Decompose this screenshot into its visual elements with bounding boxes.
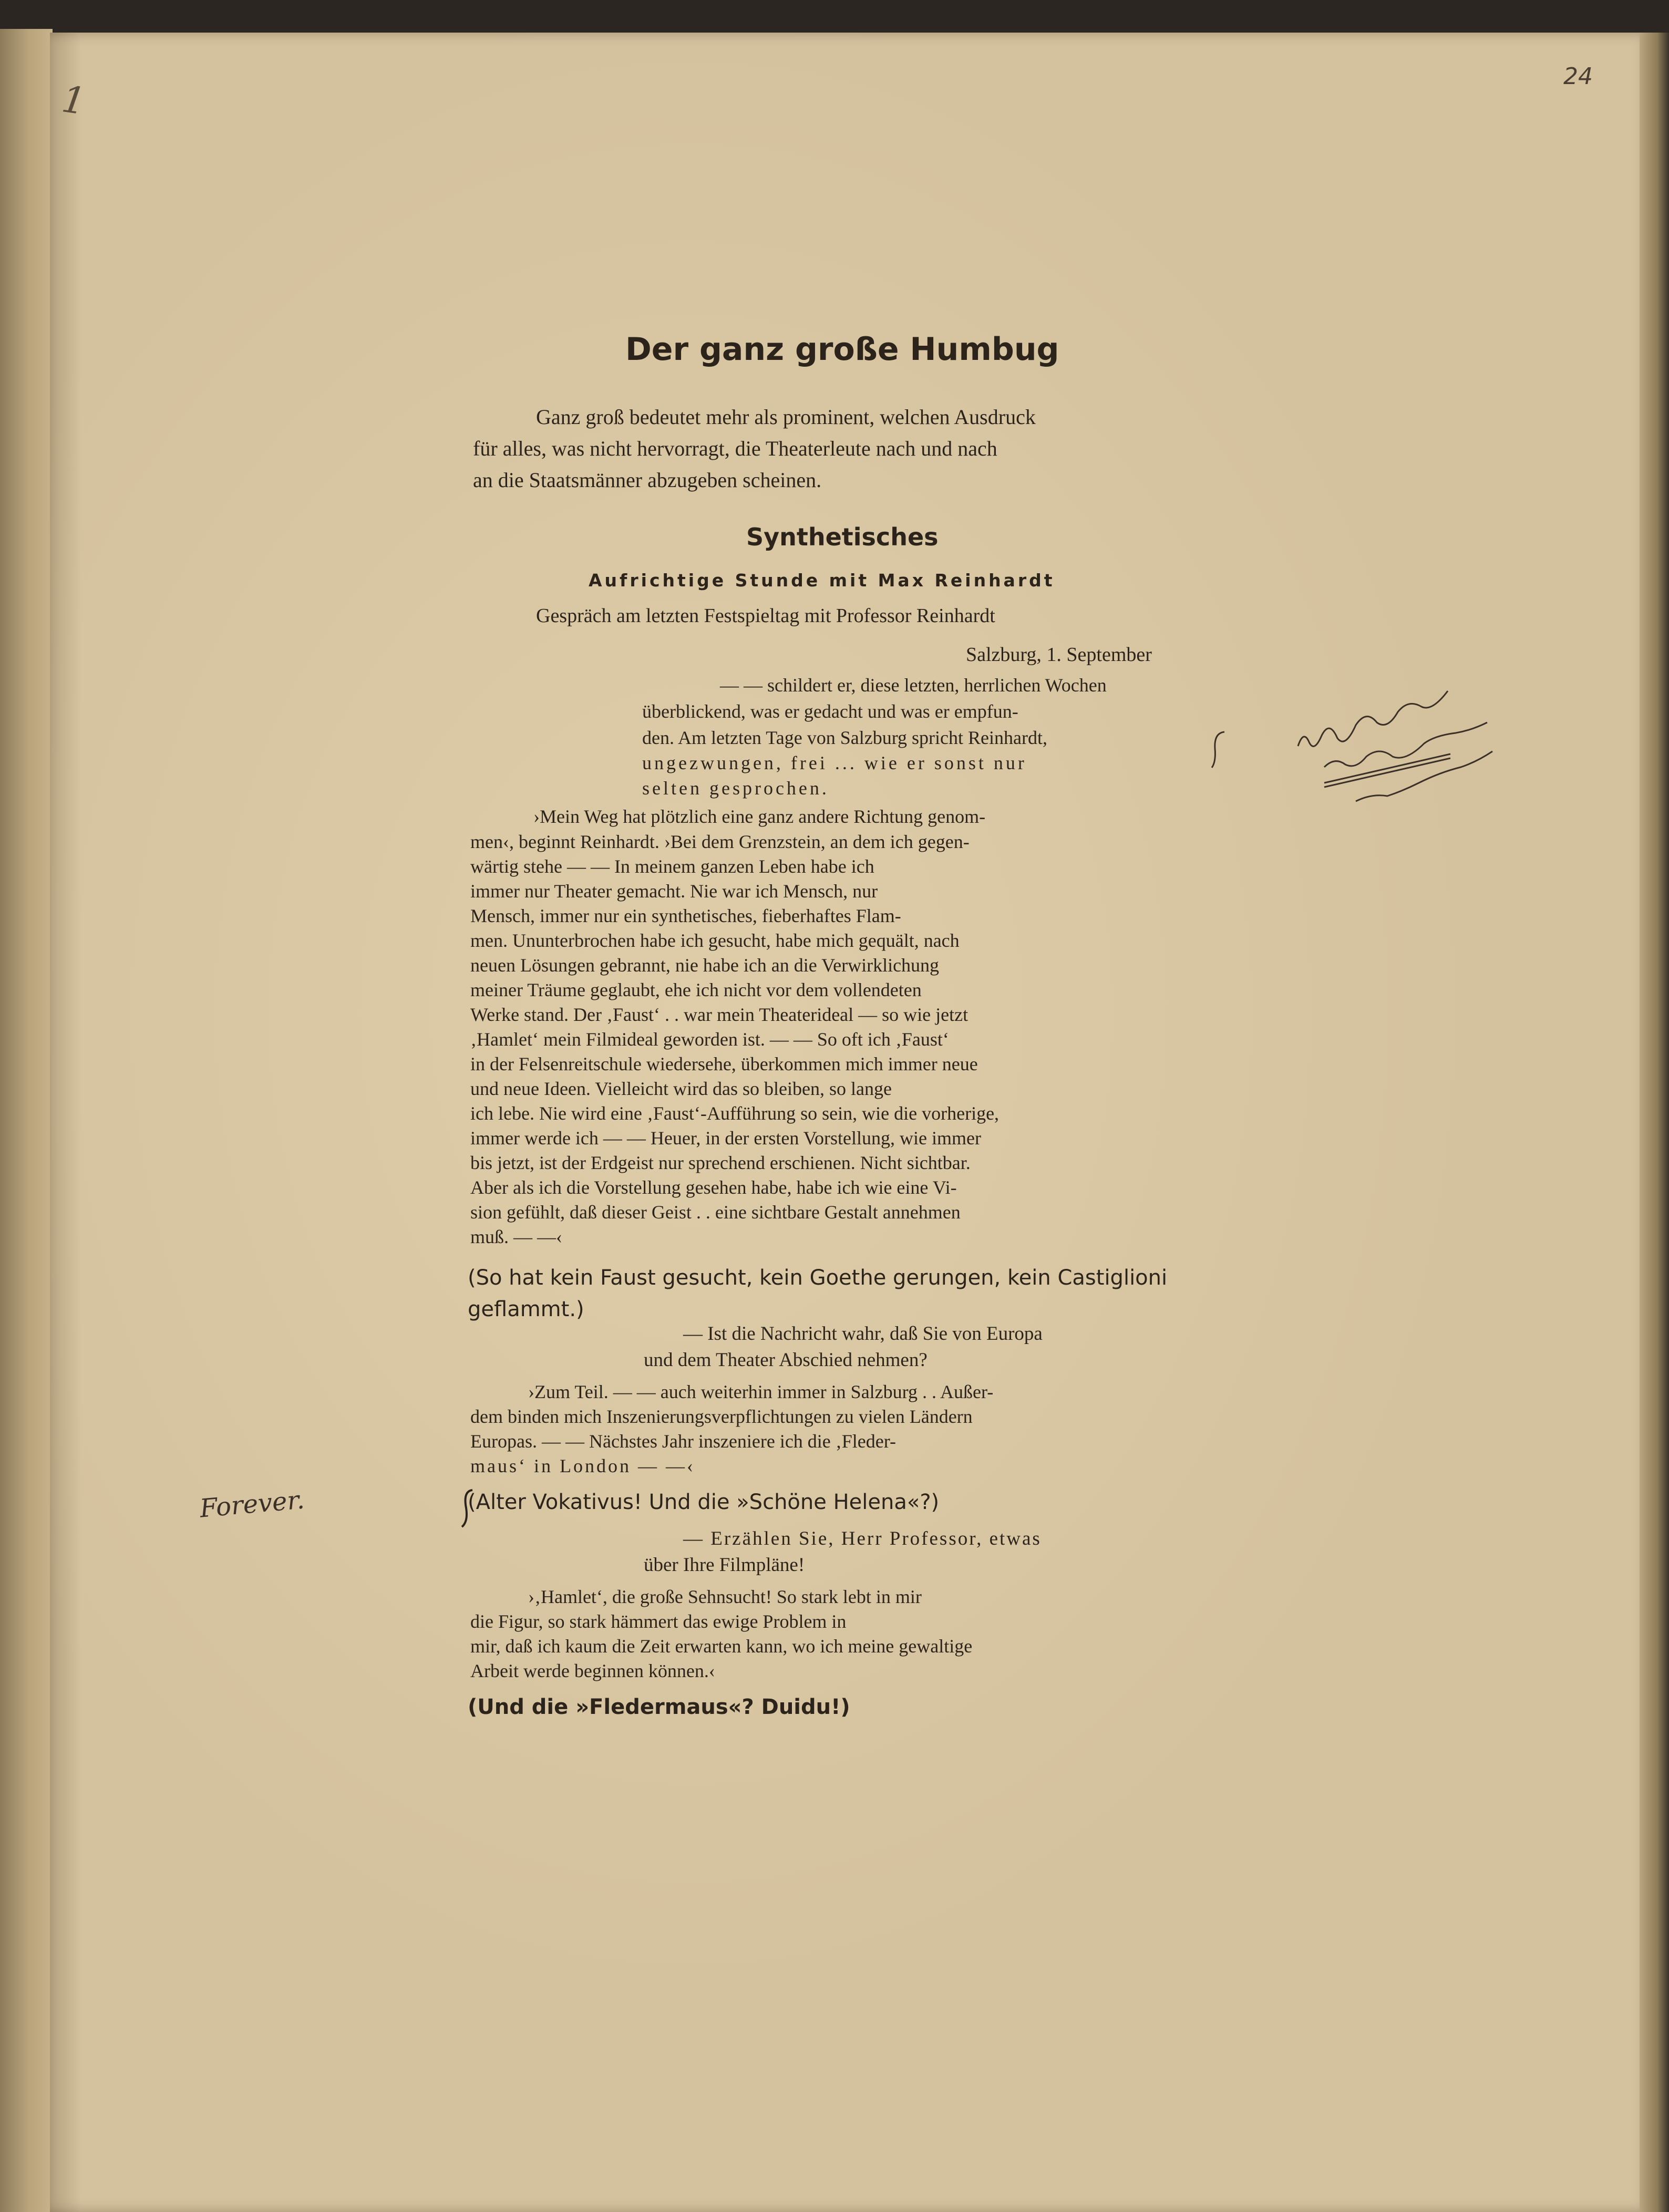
answer-line: die Figur, so stark hämmert das ewige Problem in (470, 1611, 847, 1632)
lead-line: überblickend, was er gedacht und was er empfun- (642, 701, 1018, 722)
question-line: über Ihre Filmpläne! (644, 1554, 805, 1576)
comment-line: (Alter Vokativus! Und die »Schöne Helena«?) (468, 1490, 940, 1514)
handwriting-icon (1293, 683, 1555, 820)
quote-line: in der Felsenreitschule wiedersehe, überkommen mich immer neue (470, 1053, 978, 1074)
answer-line: ›‚Hamlet‘, die große Sehnsucht! So stark lebt in mir (528, 1586, 922, 1607)
answer-line: mir, daß ich kaum die Zeit erwarten kann, wo ich meine gewaltige (470, 1636, 973, 1657)
quote-line: meiner Träume geglaubt, ehe ich nicht vor dem vollendeten (470, 979, 922, 1000)
margin-handwritten-scribble (1293, 683, 1555, 820)
margin-bracket-mark (460, 1487, 476, 1529)
question-line: und dem Theater Abschied nehmen? (644, 1349, 928, 1371)
interview-title: Aufrichtige Stunde mit Max Reinhardt (589, 570, 1055, 591)
quote-line: men. Ununterbrochen habe ich gesucht, habe mich gequält, nach (470, 930, 960, 951)
quote-line: wärtig stehe — — In meinem ganzen Leben habe ich (470, 856, 874, 877)
bracket-mark-icon (460, 1487, 476, 1529)
correction-mark-icon (1209, 728, 1230, 770)
quote-line: Mensch, immer nur ein synthetisches, fieberhaftes Flam- (470, 905, 901, 926)
quote-line: immer nur Theater gemacht. Nie war ich Mensch, nur (470, 881, 878, 902)
article-title: Der ganz große Humbug (625, 331, 1059, 368)
left-page-edge (0, 29, 53, 2212)
quote-line: sion gefühlt, daß dieser Geist . . eine sichtbare Gestalt annehmen (470, 1202, 961, 1223)
section-heading: Synthetisches (746, 523, 939, 551)
lead-line: ungezwungen, frei ... wie er sonst nur (642, 752, 1027, 773)
quote-line: Aber als ich die Vorstellung gesehen habe, habe ich wie eine Vi- (470, 1177, 957, 1198)
folio-number: 24 (1563, 63, 1593, 90)
dateline: Salzburg, 1. September (966, 644, 1152, 666)
interview-subtitle: Gespräch am letzten Festspieltag mit Professor Reinhardt (536, 605, 995, 627)
lead-line: selten gesprochen. (642, 778, 829, 799)
answer-line: dem binden mich Inszenierungsverpflichtungen zu vielen Ländern (470, 1406, 973, 1427)
quote-line: bis jetzt, ist der Erdgeist nur sprechend erschienen. Nicht sichtbar. (470, 1152, 971, 1173)
quote-line: ›Mein Weg hat plötzlich eine ganz andere Richtung genom- (533, 806, 986, 827)
intro-line: Ganz groß bedeutet mehr als prominent, welchen Ausdruck (536, 405, 1036, 429)
comment-line: (So hat kein Faust gesucht, kein Goethe gerungen, kein Castiglioni (468, 1266, 1168, 1290)
lead-line: — — schildert er, diese letzten, herrlichen Wochen (720, 675, 1107, 696)
intro-line: für alles, was nicht hervorragt, die Theaterleute nach und nach (473, 437, 997, 460)
quote-line: ich lebe. Nie wird eine ‚Faust‘-Aufführung so sein, wie die vorherige, (470, 1103, 1000, 1124)
comment-line: (Und die »Fledermaus«? Duidu!) (468, 1695, 850, 1719)
lead-line: den. Am letzten Tage von Salzburg spricht Reinhardt, (642, 727, 1047, 748)
answer-line: Arbeit werde beginnen können.‹ (470, 1660, 715, 1681)
quote-line: und neue Ideen. Vielleicht wird das so bleiben, so lange (470, 1078, 892, 1099)
quote-line: neuen Lösungen gebrannt, nie habe ich an die Verwirklichung (470, 955, 940, 976)
quote-line: immer werde ich — — Heuer, in der ersten Vorstellung, wie immer (470, 1128, 981, 1149)
quote-line: muß. — —‹ (470, 1226, 562, 1247)
margin-correction-mark (1209, 728, 1230, 770)
intro-line: an die Staatsmänner abzugeben scheinen. (473, 468, 822, 492)
answer-line: maus‘ in London — —‹ (470, 1455, 695, 1476)
right-page-edge (1640, 33, 1669, 2212)
comment-line: geflammt.) (468, 1297, 584, 1321)
question-line: — Ist die Nachricht wahr, daß Sie von Europa (683, 1323, 1043, 1345)
answer-line: ›Zum Teil. — — auch weiterhin immer in Salzburg . . Außer- (528, 1381, 994, 1402)
question-line: — Erzählen Sie, Herr Professor, etwas (683, 1528, 1042, 1549)
margin-note-forever: Forever. (198, 1485, 306, 1524)
answer-line: Europas. — — Nächstes Jahr inszeniere ich die ‚Fleder- (470, 1431, 896, 1452)
page-mark: 1 (59, 77, 89, 123)
quote-line: Werke stand. Der ‚Faust‘ . . war mein Theaterideal — so wie jetzt (470, 1004, 969, 1025)
quote-line: ‚Hamlet‘ mein Filmideal geworden ist. — — So oft ich ‚Faust‘ (470, 1029, 949, 1050)
quote-line: men‹, beginnt Reinhardt. ›Bei dem Grenzstein, an dem ich gegen- (470, 831, 970, 852)
